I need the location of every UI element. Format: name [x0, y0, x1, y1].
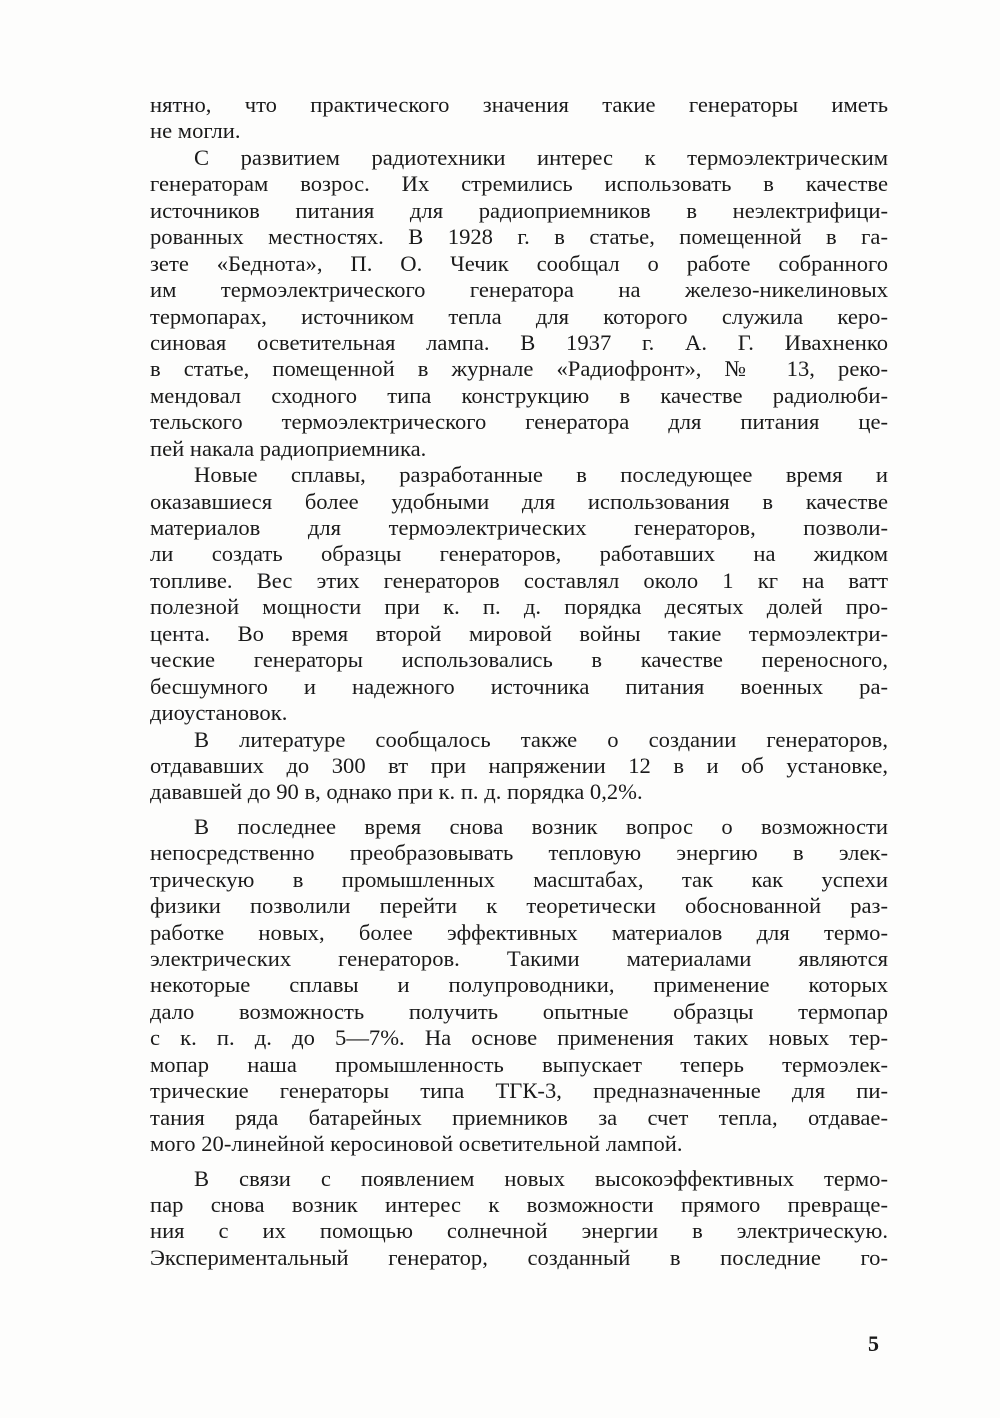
- text-line: не могли.: [150, 118, 241, 144]
- text-line: источников питания для радиоприемников в неэлектрифици-: [150, 197, 888, 223]
- text-line: физики позволили перейти к теоретически обоснованной раз-: [150, 893, 888, 919]
- text-line: пей накала радиоприемника.: [150, 435, 427, 461]
- text-line: топливе. Вес этих генераторов составлял около 1 кг на ватт: [150, 567, 888, 593]
- text-line: В связи с появлением новых высокоэффективных термо-: [194, 1165, 888, 1191]
- text-line: ли создать образцы генераторов, работавших на жидком: [150, 541, 888, 567]
- text-line: оказавшиеся более удобными для использования в качестве: [150, 488, 888, 514]
- text-line: материалов для термоэлектрических генераторов, позволи-: [150, 515, 888, 540]
- text-line: термопарах, источником тепла для которого служила керо-: [150, 303, 888, 329]
- text-line: трические генераторы типа ТГК-3, предназначенные для пи-: [150, 1078, 888, 1104]
- paragraph-radio-history: [150, 145, 888, 462]
- text-line: нятно, что практического значения такие генераторы иметь: [150, 92, 888, 117]
- text-line: мого 20-линейной керосиновой осветительной лампой.: [150, 1131, 683, 1157]
- paragraph-recent-progress: [150, 814, 888, 1158]
- text-line: отдававших до 300 вт при напряжении 12 в и об установке,: [150, 752, 888, 778]
- text-line: непосредственно преобразовывать тепловую энергию в элек-: [150, 840, 888, 866]
- text-line: им термоэлектрического генератора на железо-никелиновых: [150, 277, 888, 303]
- text-line: некоторые сплавы и полупроводники, применение которых: [150, 972, 888, 998]
- page-number: 5: [868, 1331, 879, 1356]
- text-line: Новые сплавы, разработанные в последующее время и: [194, 462, 888, 488]
- paragraph-literature: [150, 727, 888, 806]
- paragraph-solar-energy: [150, 1166, 888, 1272]
- paragraph-spacer: [150, 1158, 888, 1166]
- text-line: бесшумного и надежного источника питания военных ра-: [150, 673, 888, 699]
- text-line: В литературе сообщалось также о создании генераторов,: [194, 726, 888, 752]
- text-line: с к. п. д. до 5—7%. На основе применения таких новых тер-: [150, 1025, 888, 1051]
- text-line: работке новых, более эффективных материалов для термо-: [150, 919, 888, 945]
- text-line: диоустановок.: [150, 700, 288, 726]
- text-line: генераторам возрос. Их стремились использовать в качестве: [150, 171, 888, 197]
- text-line: В последнее время снова возник вопрос о возможности: [194, 813, 888, 839]
- text-line: мендовал сходного типа конструкцию в качестве радиолюби-: [150, 382, 888, 408]
- text-line: мопар наша промышленность выпускает теперь термоэлек-: [150, 1051, 888, 1077]
- text-line: С развитием радиотехники интерес к термоэлектрическим: [194, 144, 888, 170]
- text-line: цента. Во время второй мировой войны такие термоэлектри-: [150, 620, 888, 646]
- body-text: [150, 92, 888, 1271]
- paragraph-spacer: [150, 806, 888, 814]
- text-line: пар снова возник интерес к возможности прямого превраще-: [150, 1191, 888, 1217]
- paragraph-continuation: [150, 92, 888, 145]
- text-line: зете «Беднота», П. О. Чечик сообщал о работе собранного: [150, 250, 888, 276]
- text-line: тания ряда батарейных приемников за счет тепла, отдавае-: [150, 1104, 888, 1130]
- text-line: дало возможность получить опытные образцы термопар: [150, 998, 888, 1024]
- text-line: в статье, помещенной в журнале «Радиофронт», № 13, реко-: [150, 356, 888, 382]
- text-line: Экспериментальный генератор, созданный в последние го-: [150, 1244, 888, 1270]
- text-line: рованных местностях. В 1928 г. в статье, помещенной в га-: [150, 224, 888, 250]
- text-line: полезной мощности при к. п. д. порядка десятых долей про-: [150, 594, 888, 620]
- text-line: ческие генераторы использовались в качестве переносного,: [150, 647, 888, 673]
- text-line: тельского термоэлектрического генератора для питания це-: [150, 409, 888, 435]
- paragraph-new-alloys: [150, 462, 888, 726]
- text-line: электрических генераторов. Такими материалами являются: [150, 946, 888, 971]
- text-line: синовая осветительная лампа. В 1937 г. А. Г. Ивахненко: [150, 329, 888, 355]
- text-line: трическую в промышленных масштабах, так как успехи: [150, 866, 888, 892]
- text-line: дававшей до 90 в, однако при к. п. д. порядка 0,2%.: [150, 779, 643, 805]
- text-line: ния с их помощью солнечной энергии в электрическую.: [150, 1218, 888, 1244]
